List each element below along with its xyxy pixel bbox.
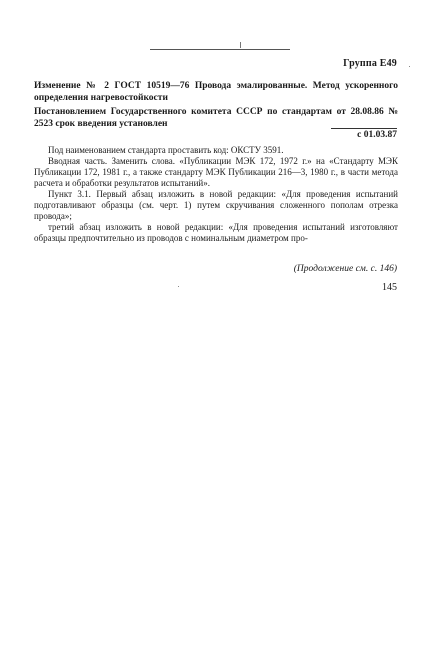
body-text <box>34 145 398 244</box>
paragraph-okstu: Под наименованием стандарта проставить код: ОКСТУ 3591. <box>48 145 284 155</box>
scan-speck <box>409 66 410 67</box>
decree-text: Постановлением Государственного комитета СССР по стандартам от 28.08.86 № 2523 срок введения установлен <box>34 107 398 129</box>
top-tick-mark <box>240 42 241 48</box>
paragraph-third-abzac: третий абзац изложить в новой редакции: «Для проведения испытаний изготовляют образцы предпочтительно из проводов с номинальным диаметром про- <box>34 222 398 243</box>
paragraph-intro: Вводная часть. Заменить слова. «Публикации МЭК 172, 1972 г.» на «Стандарту МЭК Публикации 172, 1981 г., а также стандарту МЭК Публикации 216—3, 1980 г., в части метода расчета и обработки результатов испытаний». <box>34 156 398 188</box>
top-rule <box>150 49 290 50</box>
paragraph-clause-3-1: Пункт 3.1. Первый абзац изложить в новой редакции: «Для проведения испытаний подготавливают образцы (см. черт. 1) путем скручивания сложенного пополам отрезка провода»; <box>34 189 398 221</box>
group-label: Группа Е49 <box>343 58 397 69</box>
page-number: 145 <box>382 282 397 293</box>
continuation-note: (Продолжение см. с. 146) <box>293 264 397 274</box>
amendment-title: Изменение № 2 ГОСТ 10519—76 Провода эмалированные. Метод ускоренного определения нагревостойкости <box>34 81 398 103</box>
effective-date: с 01.03.87 <box>331 128 397 140</box>
scan-speck <box>178 286 179 287</box>
